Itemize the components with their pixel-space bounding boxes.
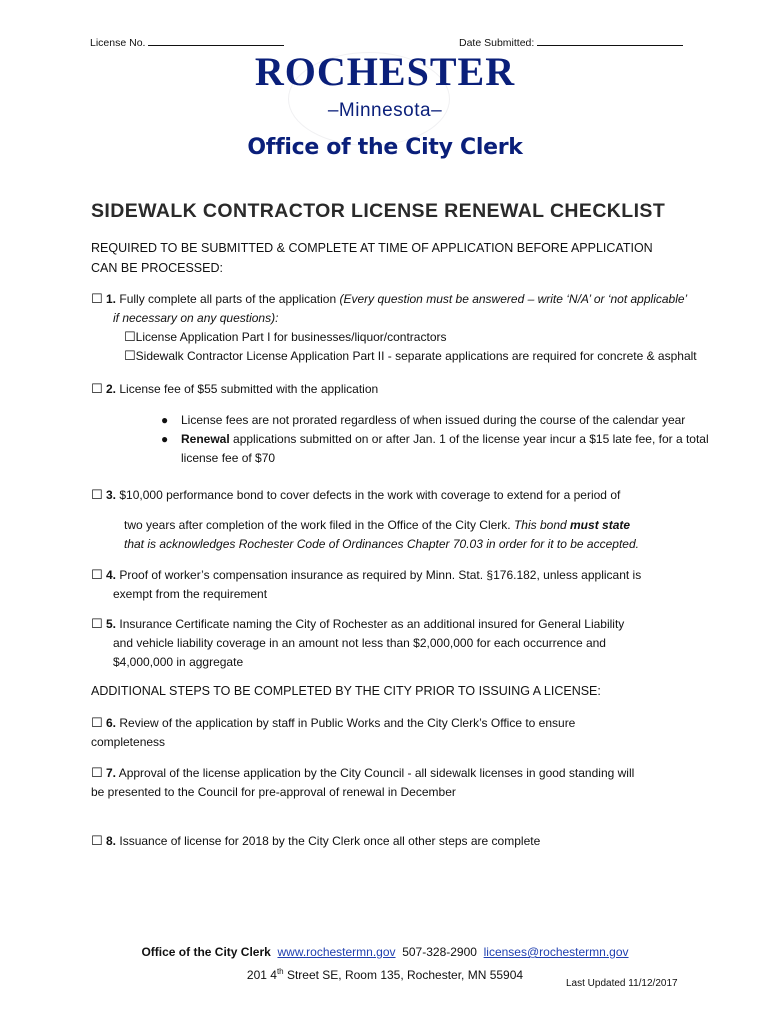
item-text: Review of the application by staff in Public Works and the City Clerk’s Office to ensure: [119, 716, 576, 730]
item-note-cont: if necessary on any questions):: [113, 311, 279, 325]
checkbox-icon[interactable]: ☐: [91, 834, 103, 849]
required-line-2: CAN BE PROCESSED:: [91, 261, 223, 275]
license-no-field: [90, 35, 284, 49]
bullet-text: License fees are not prorated regardless of when issued during the course of the calendar year: [181, 413, 686, 427]
item-number: 4.: [106, 568, 117, 582]
license-no-blank[interactable]: [148, 35, 284, 46]
license-no-label: License No.: [90, 37, 146, 49]
last-updated: Last Updated 11/12/2017: [566, 978, 678, 989]
item-text: Issuance of license for 2018 by the City Clerk once all other steps are complete: [119, 834, 541, 848]
item-number: 8.: [106, 834, 117, 848]
checklist-item-6: [91, 714, 751, 752]
checklist-item-7: [91, 764, 751, 802]
item-text-cont: be presented to the Council for pre-approval of renewal in December: [91, 785, 456, 799]
footer-office: Office of the City Clerk: [141, 945, 271, 959]
item-text-cont: $4,000,000 in aggregate: [113, 655, 244, 669]
checkbox-icon[interactable]: ☐: [91, 766, 103, 781]
brand-state: –Minnesota–: [327, 100, 443, 121]
item-text-cont: two years after completion of the work filed in the Office of the City Clerk.: [124, 518, 511, 532]
list-item: [161, 411, 751, 430]
sub-item-text: License Application Part I for businesses/liquor/contractors: [135, 330, 447, 344]
checklist-item-1: [91, 290, 751, 366]
item-text: $10,000 performance bond to cover defects in the work with coverage to extend for a period of: [119, 488, 621, 502]
checklist-item-8: [91, 832, 751, 851]
item-number: 1.: [106, 292, 117, 306]
bullet-text-cont: license fee of $70: [181, 451, 276, 465]
bullet-text: applications submitted on or after Jan. 1 of the license year incur a $15 late fee, for a total: [229, 432, 709, 446]
bullet-icon: ●: [161, 413, 169, 427]
date-submitted-field: [459, 35, 683, 49]
item-number: 2.: [106, 382, 117, 396]
checkbox-icon[interactable]: ☐: [91, 716, 103, 731]
item-number: 3.: [106, 488, 117, 502]
item-italic-cont: that is acknowledges Rochester Code of Ordinances Chapter 70.03 in order for it to be accepted.: [124, 537, 639, 551]
checkbox-icon[interactable]: ☐: [91, 488, 103, 503]
item-italic: This bond: [513, 518, 567, 532]
item-number: 7.: [106, 766, 117, 780]
checkbox-icon[interactable]: ☐: [91, 382, 103, 397]
checklist-item-4: [91, 566, 751, 604]
item-text: Approval of the license application by the City Council - all sidewalk licenses in good standing will: [118, 766, 635, 780]
footer-phone: 507-328-2900: [402, 945, 477, 959]
item-text: License fee of $55 submitted with the application: [119, 382, 379, 396]
bullet-icon: ●: [161, 432, 169, 446]
item-number: 6.: [106, 716, 117, 730]
checkbox-icon[interactable]: ☐: [91, 617, 103, 632]
checkbox-icon[interactable]: ☐: [124, 330, 136, 345]
checkbox-icon[interactable]: ☐: [91, 568, 103, 583]
checkbox-icon[interactable]: ☐: [124, 349, 136, 364]
footer-address: 201 4th Street SE, Room 135, Rochester, MN 55904: [246, 967, 524, 982]
checklist-item-3: [91, 486, 751, 554]
page-title: SIDEWALK CONTRACTOR LICENSE RENEWAL CHECKLIST: [91, 200, 666, 222]
brand-office: Office of the City Clerk: [247, 135, 523, 160]
item-note: (Every question must be answered – write ‘N/A’ or ‘not applicable’: [339, 292, 688, 306]
checklist-item-2: [91, 380, 751, 399]
required-heading: [91, 238, 691, 278]
footer-email-link[interactable]: licenses@rochestermn.gov: [483, 945, 629, 959]
checkbox-icon[interactable]: ☐: [91, 292, 103, 307]
item-text: Insurance Certificate naming the City of Rochester as an additional insured for General Liability: [119, 617, 625, 631]
sub-item-text: Sidewalk Contractor License Application Part II - separate applications are required for concrete & asphalt: [135, 349, 697, 363]
item-text-cont: and vehicle liability coverage in an amount not less than $2,000,000 for each occurrence and: [113, 636, 606, 650]
item-text: Fully complete all parts of the application: [119, 292, 337, 306]
item-number: 5.: [106, 617, 117, 631]
footer-website-link[interactable]: www.rochestermn.gov: [277, 945, 396, 959]
additional-heading: ADDITIONAL STEPS TO BE COMPLETED BY THE CITY PRIOR TO ISSUING A LICENSE:: [91, 684, 601, 698]
date-submitted-label: Date Submitted:: [459, 37, 535, 49]
checklist-item-5: [91, 615, 751, 672]
item-text-cont: completeness: [91, 735, 166, 749]
item-text-cont: exempt from the requirement: [113, 587, 268, 601]
bullet-bold: Renewal: [181, 432, 230, 446]
brand-city: ROCHESTER: [254, 49, 516, 94]
required-line-1: REQUIRED TO BE SUBMITTED & COMPLETE AT TIME OF APPLICATION BEFORE APPLICATION: [91, 241, 653, 255]
list-item: [161, 430, 751, 468]
date-submitted-blank[interactable]: [537, 35, 683, 46]
item-text: Proof of worker’s compensation insurance as required by Minn. Stat. §176.182, unless applicant is: [119, 568, 642, 582]
item-bold-italic: must state: [570, 518, 631, 532]
